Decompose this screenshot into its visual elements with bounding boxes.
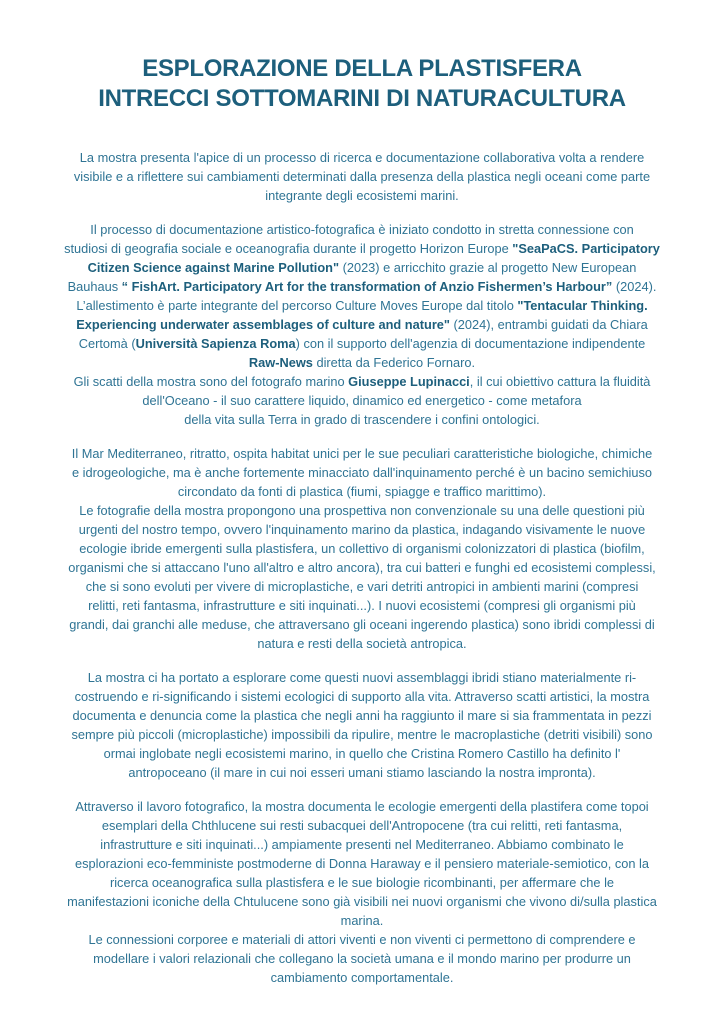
text-line	[10, 239, 714, 258]
text-line	[10, 797, 714, 816]
paragraph	[10, 220, 714, 429]
text: , il cui obiettivo cattura la fluidità	[469, 374, 651, 389]
text: ) con il supporto dell'agenzia di documentazione indipendente	[295, 336, 646, 351]
text: organismi che si attaccano l'uno all'altro e altro ancora), tra cui batteri e funghi ed ecosistemi complessi,	[68, 560, 656, 575]
text-line	[10, 873, 714, 892]
text: visibile e a riflettere sui cambiamenti determinati dalla presenza della plastica negli oceani come parte	[73, 169, 651, 184]
text: studiosi di geografia sociale e oceanografia durante il progetto Horizon Europe	[64, 241, 513, 256]
text: circondato da fonti di plastica (fiumi, spiagge e traffico marittimo).	[177, 484, 547, 499]
bold-text: Experiencing underwater assemblages of culture and nature"	[76, 317, 450, 332]
paragraph	[10, 668, 714, 782]
text-line	[10, 930, 714, 949]
text-line	[10, 315, 714, 334]
text-line	[10, 148, 714, 167]
paragraph	[10, 148, 714, 205]
text-line	[10, 520, 714, 539]
text-line	[10, 444, 714, 463]
text-line	[10, 463, 714, 482]
text: della vita sulla Terra in grado di trascendere i confini ontologici.	[184, 412, 540, 427]
text: modellare i valori relazionali che collegano la società umana e il mondo marino per produrre un	[93, 951, 631, 966]
text-line	[10, 835, 714, 854]
text-line	[10, 334, 714, 353]
text: natura e resti della società antropica.	[257, 636, 467, 651]
text: grandi, dai granchi alle meduse, che attraversano gli oceani ingerendo plastica) sono ibridi complessi di	[69, 617, 655, 632]
text: costruendo e ri-significando i sistemi ecologici di supporto alla vita. Attraverso scatti artistici, la mostra	[74, 689, 650, 704]
bold-text: “ FishArt. Participatory Art for the transformation of Anzio Fishermen’s Harbour”	[121, 279, 613, 294]
text-line	[10, 296, 714, 315]
text: manifestazioni iconiche della Chtulucene sono già visibili nei nuovi organismi che vivono di/sulla plastica	[67, 894, 657, 909]
paragraph	[10, 797, 714, 987]
bold-text: Raw-News	[248, 355, 313, 370]
text: diretta da Federico Fornaro.	[312, 355, 476, 370]
text: infrastrutture e siti inquinati...) ampiamente presenti nel Mediterraneo. Abbiamo combinato le	[100, 837, 624, 852]
text-line	[10, 482, 714, 501]
text: Il processo di documentazione artistico-fotografica è iniziato condotto in stretta connessione con	[90, 222, 634, 237]
text: La mostra presenta l'apice di un processo di ricerca e documentazione collaborativa volta a rendere	[79, 150, 645, 165]
text-line	[10, 186, 714, 205]
text: L’allestimento è parte integrante del percorso Culture Moves Europe dal titolo	[76, 298, 518, 313]
page-title-line-2: INTRECCI SOTTOMARINI DI NATURACULTURA	[98, 85, 626, 112]
bold-text: Giuseppe Lupinacci	[348, 374, 470, 389]
text: dell'Oceano - il suo carattere liquido, dinamico ed energetico - come metafora	[142, 393, 582, 408]
text-line	[10, 706, 714, 725]
text: Il Mar Mediterraneo, ritratto, ospita habitat unici per le sue peculiari caratteristiche biologiche, chimiche	[71, 446, 653, 461]
text-line	[10, 763, 714, 782]
text-line	[10, 854, 714, 873]
text: integrante degli ecosistemi marini.	[265, 188, 459, 203]
text: Bauhaus	[67, 279, 122, 294]
text-line	[10, 372, 714, 391]
text-line	[10, 949, 714, 968]
text-line	[10, 577, 714, 596]
text-line	[10, 277, 714, 296]
text: documenta e denuncia come la plastica che negli anni ha raggiunto il mare si sia frammentata in pezzi	[72, 708, 652, 723]
text-line	[10, 539, 714, 558]
text-line	[10, 634, 714, 653]
document-body	[10, 148, 714, 987]
text: La mostra ci ha portato a esplorare come questi nuovi assemblaggi ibridi stiano materialmente ri-	[87, 670, 637, 685]
text: ricerca oceanografica sulla plastisfera e le sue biologie ricombinanti, per affermare che le	[109, 875, 615, 890]
text-line	[10, 353, 714, 372]
text: cambiamento comportamentale.	[270, 970, 454, 985]
bold-text: "SeaPaCS. Participatory	[512, 241, 660, 256]
text: Certomà (	[78, 336, 136, 351]
text-line	[10, 558, 714, 577]
text-line	[10, 668, 714, 687]
bold-text: "Tentacular Thinking.	[517, 298, 648, 313]
text-line	[10, 258, 714, 277]
text-line	[10, 167, 714, 186]
page-title	[10, 54, 714, 114]
text-line	[10, 391, 714, 410]
text: ecologie ibride emergenti sulla plastisfera, un collettivo di organismi colonizzatori di plastica (biofilm,	[79, 541, 645, 556]
text: (2024), entrambi guidati da Chiara	[449, 317, 648, 332]
text: relitti, reti fantasma, infrastrutture e siti inquinati...). I nuovi ecosistemi (compresi gli organismi più	[88, 598, 636, 613]
text-line	[10, 596, 714, 615]
text-line	[10, 615, 714, 634]
text: (2024).	[612, 279, 657, 294]
text-line	[10, 725, 714, 744]
page-title-line-1: ESPLORAZIONE DELLA PLASTISFERA	[142, 55, 582, 82]
text-line	[10, 892, 714, 911]
text: esplorazioni eco-femministe postmoderne di Donna Haraway e il pensiero materiale-semiotico, con la	[75, 856, 649, 871]
text-line	[10, 220, 714, 239]
text: Le fotografie della mostra propongono una prospettiva non convenzionale su una delle questioni più	[79, 503, 645, 518]
text: Gli scatti della mostra sono del fotografo marino	[73, 374, 349, 389]
bold-text: Citizen Science against Marine Pollution"	[87, 260, 340, 275]
text: Le connessioni corporee e materiali di attori viventi e non viventi ci permettono di comprendere e	[88, 932, 636, 947]
text: esemplari della Chthlucene sui resti subacquei dell'Antropocene (tra cui relitti, reti fantasma,	[101, 818, 623, 833]
text: Attraverso il lavoro fotografico, la mostra documenta le ecologie emergenti della plastifera come topoi	[75, 799, 649, 814]
bold-text: Università Sapienza Roma	[135, 336, 296, 351]
text: antropoceano (il mare in cui noi esseri umani stiamo lasciando la nostra impronta).	[128, 765, 596, 780]
text-line	[10, 816, 714, 835]
paragraph	[10, 444, 714, 653]
text: e idrogeologiche, ma è anche fortemente minacciato dall'inquinamento perché è un bacino semichiuso	[71, 465, 653, 480]
text-line	[10, 410, 714, 429]
text: sempre più piccoli (microplastiche) impossibili da ripulire, mentre le macroplastiche (detriti visibili) sono	[71, 727, 653, 742]
text-line	[10, 968, 714, 987]
text-line	[10, 744, 714, 763]
text: marina.	[340, 913, 384, 928]
text-line	[10, 911, 714, 930]
text-line	[10, 501, 714, 520]
text: (2023) e arricchito grazie al progetto New European	[339, 260, 637, 275]
text: ormai inglobate negli ecosistemi marino, in quello che Cristina Romero Castillo ha definito l'	[103, 746, 621, 761]
text: urgenti del nostro tempo, ovvero l'inquinamento marino da plastica, indagando visivamente le nuove	[78, 522, 646, 537]
text: che si sono evoluti per vivere di microplastiche, e vari detriti antropici in ambienti marini (compresi	[85, 579, 639, 594]
text-line	[10, 687, 714, 706]
